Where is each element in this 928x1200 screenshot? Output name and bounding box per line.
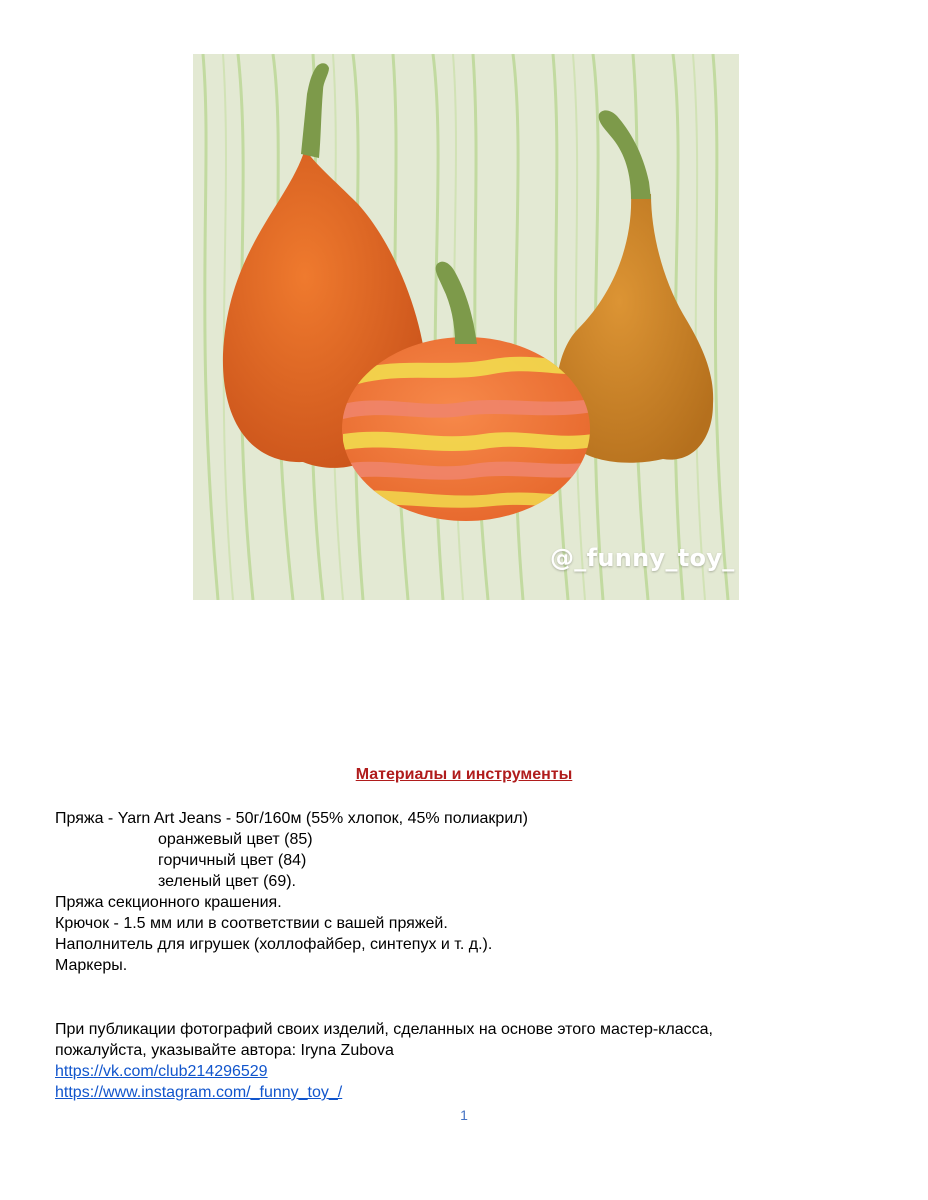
materials-list [55,808,875,1103]
materials-item: Крючок - 1.5 мм или в соответствии с вашей пряжей. [55,915,448,932]
instagram-link[interactable]: https://www.instagram.com/_funny_toy_/ [55,1084,343,1101]
credits-line: При публикации фотографий своих изделий, сделанных на основе этого мастер-класса, [55,1021,713,1038]
pumpkins-illustration [193,54,739,600]
pumpkins-photo [193,54,739,600]
yarn-line: Пряжа - Yarn Art Jeans - 50г/160м (55% хлопок, 45% полиакрил) [55,810,528,827]
vk-link[interactable]: https://vk.com/club214296529 [55,1063,268,1080]
materials-item: Наполнитель для игрушек (холлофайбер, синтепух и т. д.). [55,936,493,953]
watermark: @_funny_toy_ [550,544,735,572]
yarn-color-green: зеленый цвет (69). [158,873,296,890]
materials-heading: Материалы и инструменты [355,766,573,783]
credits-author: пожалуйста, указывайте автора: Iryna Zubova [55,1042,394,1059]
yarn-color-mustard: горчичный цвет (84) [158,852,307,869]
materials-item: Пряжа секционного крашения. [55,894,282,911]
materials-item: Маркеры. [55,957,128,974]
page-number: 1 [460,1107,468,1123]
yarn-color-orange: оранжевый цвет (85) [158,831,313,848]
